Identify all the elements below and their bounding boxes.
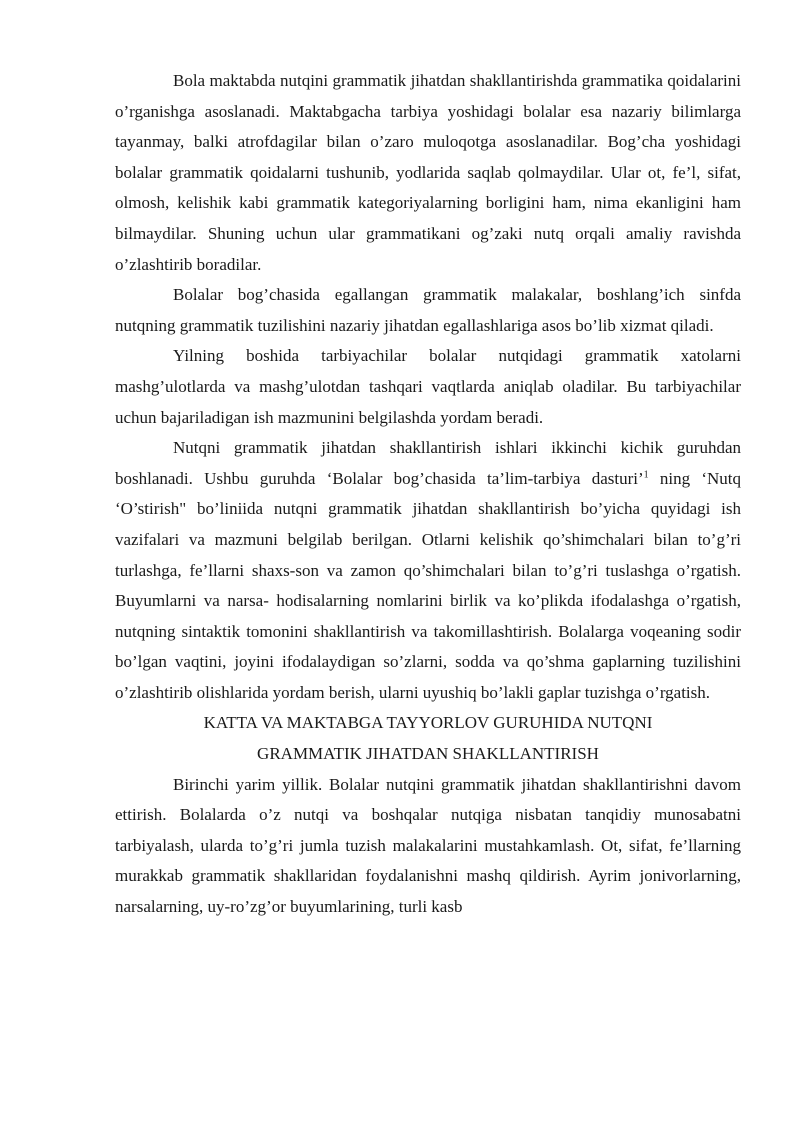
- section-heading-line-1: KATTA VA MAKTABGA TAYYORLOV GURUHIDA NUTQNI: [203, 713, 653, 733]
- paragraph-4-text-before: Nutqni grammatik jihatdan shakllantirish ishlari ikkinchi kichik guruhdan boshlanadi. Ushbu guruhda ‘Bolalar bog’chasida ta’lim-tarbiya dasturi’: [115, 438, 741, 488]
- paragraph-2: Bolalar bog’chasida egallangan grammatik malakalar, boshlang’ich sinfda nutqning grammatik tuzilishini nazariy jihatdan egallashlariga asos bo’lib xizmat qiladi.: [115, 285, 741, 335]
- paragraph-5: Birinchi yarim yillik. Bolalar nutqini grammatik jihatdan shakllantirishni davom ettirish. Bolalarda o’z nutqi va boshqalar nutqiga nisbatan tanqidiy munosabatni tarbiyalash, ularda to’g’ri jumla tuzish malakalarini mustahkamlash. Ot, sifat, fe’llarning murakkab grammatik shakllaridan foydalanishni mashq qildirish. Ayrim jonivorlarning, narsalarning, uy-ro’zg’or buyumlarining, turli kasb: [115, 774, 741, 917]
- section-heading-line-2: GRAMMATIK JIHATDAN SHAKLLANTIRISH: [257, 744, 599, 764]
- footnote-marker[interactable]: 1: [643, 469, 649, 481]
- paragraph-4: [115, 433, 741, 708]
- paragraph-3: Yilning boshida tarbiyachilar bolalar nutqidagi grammatik xatolarni mashg’ulotlarda va mashg’ulotdan tashqari vaqtlarda aniqlab oladilar. Bu tarbiyachilar uchun bajariladigan ish mazmunini belgilashda yordam beradi.: [115, 346, 741, 427]
- paragraph-1: Bola maktabda nutqini grammatik jihatdan shakllantirishda grammatika qoidalarini o’rganishga asoslanadi. Maktabgacha tarbiya yoshidagi bolalar esa nazariy bilimlarga tayanmay, balki atrofdagilar bilan o’zaro muloqotga asoslanadilar. Bog’cha yoshidagi bolalar grammatik qoidalarni tushunib, yodlarida saqlab qolmaydilar. Ular ot, fe’l, sifat, olmosh, kelishik kabi grammatik kategoriyalarning borligini ham, nima ekanligini ham bilmaydilar. Shuning uchun ular grammatikani og’zaki nutq orqali amaliy ravishda o’zlashtirib boradilar.: [115, 71, 741, 274]
- paragraph-4-text-after: ning ‘Nutq ‘O’stirish" bo’liniida nutqni grammatik jihatdan shakllantirish bo’yicha quyidagi ish vazifalari va mazmuni belgilab berilgan. Otlarni kelishik qo’shimchalari bilan to’g’ri turlashga, fe’llarni shaxs-son va zamon qo’shimchalari bilan to’g’ri tuslashga o’rgatish. Buyumlarni va narsa- hodisalarning nomlarini birlik va ko’plikda ifodalashga o’rgatish, nutqning sintaktik tomonini shakllantirish va takomillashtirish. Bolalarga voqeaning sodir bo’lgan vaqtini, joyini ifodalaydigan so’zlarni, sodda va qo’shma gaplarning tuzilishini o’zlashtirib olishlarida yordam berish, ularni uyushiq bo’lakli gaplar tuzishga o’rgatish.: [115, 468, 741, 702]
- document-page: [115, 66, 741, 923]
